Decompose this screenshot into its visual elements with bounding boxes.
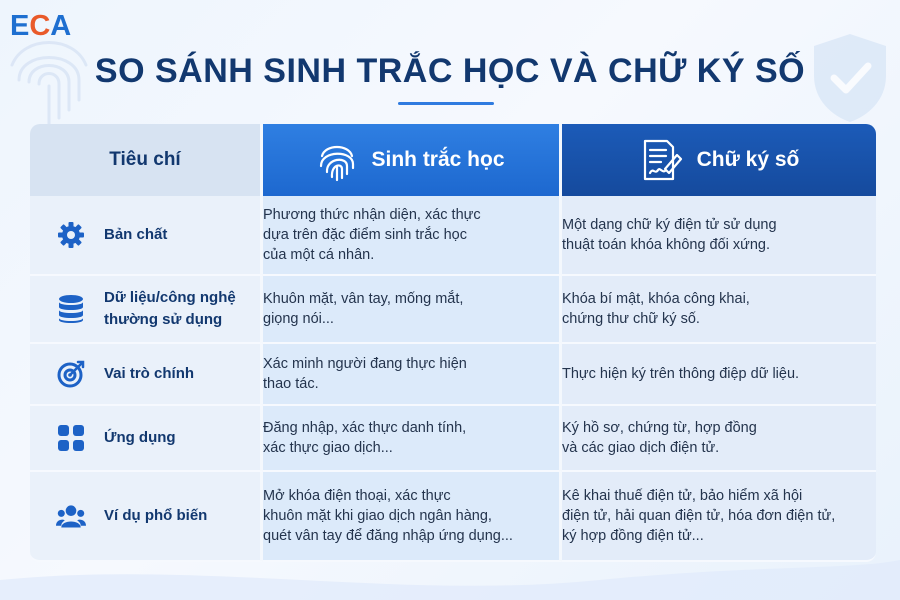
signature-cell bbox=[562, 196, 876, 276]
criteria-cell bbox=[30, 472, 263, 562]
criteria-label: Bản chất bbox=[104, 226, 168, 243]
criteria-label: Ứng dụng bbox=[104, 429, 176, 446]
biometric-text: Phương thức nhận diện, xác thực dựa trên đặc điểm sinh trắc học của một cá nhân. bbox=[263, 207, 481, 263]
gear-icon bbox=[56, 220, 86, 250]
fingerprint-icon bbox=[317, 138, 357, 182]
criteria-cell bbox=[30, 344, 263, 406]
biometric-cell bbox=[263, 472, 562, 562]
header-signature-label: Chữ ký số bbox=[696, 148, 800, 171]
criteria-cell bbox=[30, 276, 263, 344]
signature-text: Thực hiện ký trên thông điệp dữ liệu. bbox=[562, 366, 800, 382]
biometric-text: Mở khóa điện thoại, xác thực khuôn mặt khi giao dịch ngân hàng, quét vân tay để đăng nhập ứng dụng... bbox=[263, 488, 513, 544]
users-icon bbox=[56, 501, 86, 531]
biometric-cell bbox=[263, 406, 562, 472]
header-criteria bbox=[30, 124, 263, 196]
logo-letter-c: C bbox=[29, 10, 51, 42]
logo-letter-e: E bbox=[10, 10, 30, 42]
signature-cell bbox=[562, 406, 876, 472]
signature-text: Một dạng chữ ký điện tử sử dụng thuật toán khóa không đối xứng. bbox=[562, 217, 777, 253]
biometric-text: Xác minh người đang thực hiện thao tác. bbox=[263, 356, 467, 392]
eca-logo bbox=[10, 10, 71, 43]
signed-document-icon bbox=[639, 137, 683, 183]
apps-grid-icon bbox=[56, 423, 86, 453]
header-signature bbox=[562, 124, 876, 196]
biometric-cell bbox=[263, 344, 562, 406]
criteria-label: Dữ liệu/công nghệ thường sử dụng bbox=[104, 289, 236, 328]
criteria-label: Ví dụ phổ biến bbox=[104, 507, 208, 524]
signature-text: Kê khai thuế điện tử, bảo hiểm xã hội điện tử, hải quan điện tử, hóa đơn điện tử, ký hợp đồng điện tử... bbox=[562, 488, 836, 544]
table-row bbox=[30, 406, 876, 472]
signature-cell bbox=[562, 472, 876, 562]
database-icon bbox=[56, 294, 86, 324]
page-title: SO SÁNH SINH TRẮC HỌC VÀ CHỮ KÝ SỐ bbox=[94, 52, 806, 90]
biometric-cell bbox=[263, 196, 562, 276]
comparison-table bbox=[30, 124, 876, 562]
criteria-label: Vai trò chính bbox=[104, 365, 195, 382]
criteria-cell bbox=[30, 196, 263, 276]
target-icon bbox=[56, 359, 86, 389]
biometric-cell bbox=[263, 276, 562, 344]
signature-text: Ký hồ sơ, chứng từ, hợp đồng và các giao dịch điện tử. bbox=[562, 420, 757, 456]
table-row bbox=[30, 344, 876, 406]
title-underline bbox=[398, 102, 494, 105]
header-criteria-label: Tiêu chí bbox=[109, 149, 181, 170]
table-row bbox=[30, 196, 876, 276]
signature-cell bbox=[562, 344, 876, 406]
biometric-text: Khuôn mặt, vân tay, mống mắt, giọng nói... bbox=[263, 291, 464, 327]
signature-text: Khóa bí mật, khóa công khai, chứng thư chữ ký số. bbox=[562, 291, 750, 327]
table-row bbox=[30, 472, 876, 562]
header-biometric-label: Sinh trắc học bbox=[371, 148, 505, 171]
header-biometric bbox=[263, 124, 562, 196]
criteria-cell bbox=[30, 406, 263, 472]
biometric-text: Đăng nhập, xác thực danh tính, xác thực giao dịch... bbox=[263, 420, 467, 456]
signature-cell bbox=[562, 276, 876, 344]
table-row bbox=[30, 276, 876, 344]
logo-letter-a: A bbox=[50, 10, 72, 42]
